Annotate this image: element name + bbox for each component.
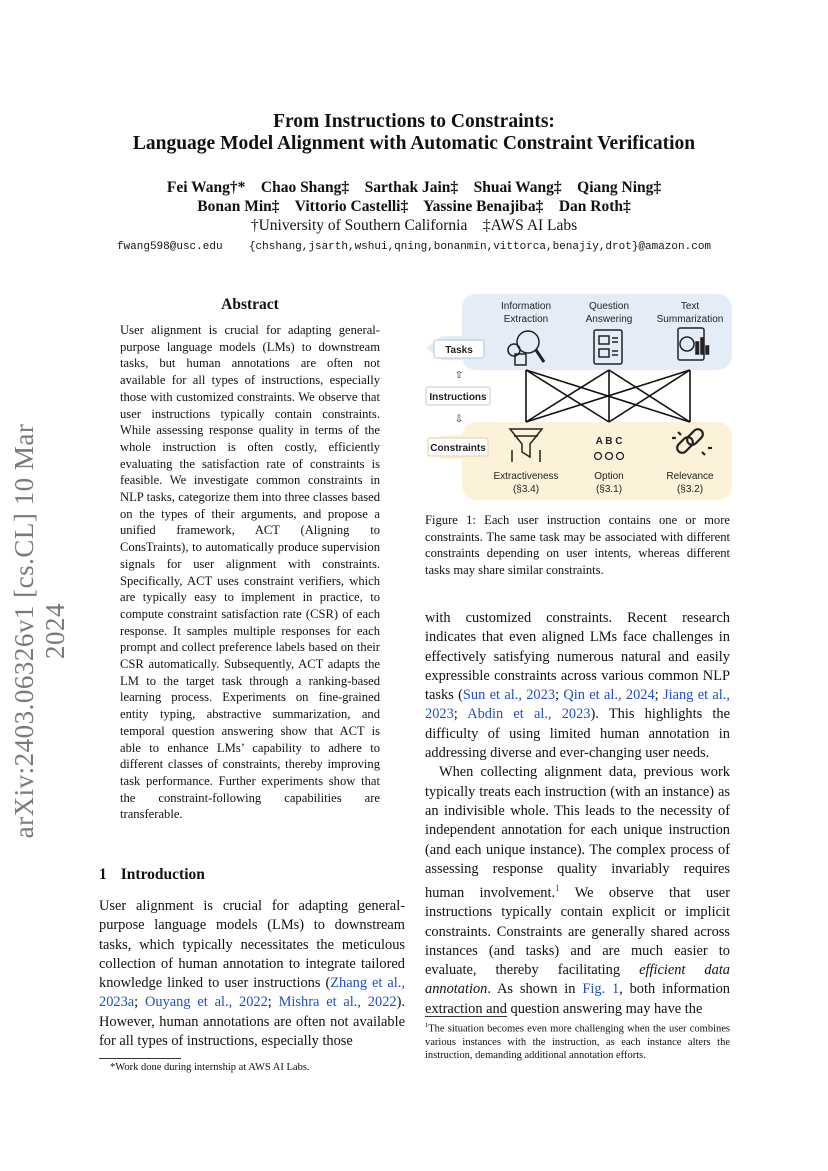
intro-text: ). However, human annotations are often not available for all types of instructions, especially those [99,994,405,1050]
affiliations: †University of Southern California ‡AWS AI Labs [250,217,578,234]
citation-link[interactable]: Abdin et al., 2023 [467,706,591,723]
footnote-1 [425,1019,730,1062]
citation-separator: ; [555,687,564,704]
footnote-rule [99,1058,181,1059]
citation-link[interactable]: Zhang et al., 2023a [99,975,405,1011]
author-list-line2: Bonan Min‡ Vittorio Castelli‡ Yassine Benajiba‡ Dan Roth‡ [197,198,631,215]
author-list-line1: Fei Wang†* Chao Shang‡ Sarthak Jain‡ Shuai Wang‡ Qiang Ning‡ [166,179,662,196]
constraint-label-extractiveness-l1: Extractiveness [493,471,559,482]
section-number: 1 [99,866,107,883]
task-label-text-summarization-l1: Text [680,301,700,312]
paragraph [425,763,730,1019]
figure-1-caption: Figure 1: Each user instruction contains one or more constraints. The same task may be associated with different constraints depending on user intents, whereas different tasks may share similar constraints. [425,513,730,578]
paragraph [425,609,730,763]
constraint-label-option-l2: (§3.1) [595,484,623,495]
body-text: When collecting alignment data, previous work typically treats each instruction (with an instance) as an indivisible whole. This leads to the necessity of independent annotation for each unique instruction (and each unique instance). The complex process of assessing response quality invariably requires human involvement. [425,764,730,901]
constraint-label-relevance-l2: (§3.2) [676,484,704,495]
body-text: with customized constraints. Recent research indicates that even aligned LMs face challenges in effectively satisfying numerous natural and easily expressible constraints across various common NLP tasks ( [425,610,730,704]
figure-reference-link[interactable]: Fig. 1 [582,981,620,998]
arxiv-stamp: arXiv:2403.06326v1 [cs.CL] 10 Mar 2024 [9,423,70,839]
option-glyphs: A B C [595,436,623,447]
right-column-body [425,609,730,1019]
side-label-constraints: Constraints [430,443,486,454]
abstract-heading: Abstract [221,296,279,313]
task-label-information-extraction-l2: Extraction [503,314,549,325]
citation-separator: ; [267,994,279,1011]
task-label-information-extraction-l1: Information [500,301,552,312]
body-text: We observe that user instructions typically contain explicit or implicit constraints. Constraints are generally shared across instances (and tasks) and are much easier to evaluate, thereby facilitating [425,884,730,979]
task-label-question-answering-l2: Answering [585,314,633,325]
citation-separator: ; [654,687,663,704]
body-text: , both information extraction and question answering may have the [425,981,730,1017]
citation-separator: ; [134,994,145,1011]
section-title: Introduction [120,866,205,883]
constraint-label-extractiveness-l2: (§3.4) [512,484,540,495]
footnote-rule [425,1016,507,1017]
arrow-down-icon: ⇩ [454,414,464,425]
citation-link[interactable]: Mishra et al., 2022 [278,994,397,1011]
constraint-label-relevance-l1: Relevance [666,471,714,482]
task-label-text-summarization-l2: Summarization [656,314,724,325]
emphasis-text: efficient data annotation [425,962,731,998]
citation-link[interactable]: Sun et al., 2023 [462,687,556,704]
task-constraint-connections [526,370,690,422]
constraint-label-option-l1: Option [594,471,624,482]
abstract-text: User alignment is crucial for adapting general-purpose language models (LMs) to downstream tasks, but human annotations are often not available for all types of instructions, especially those with customized constraints. We observe that user instructions typically contain constraints. While assessing response quality in terms of the whole instruction is often costly, efficiently evaluating the satisfaction rate of constraints is feasible. We investigate common constraints in NLP tasks, categorize them into three classes based on the types of their arguments, and propose a unified framework, ACT (Aligning to ConsTraints), to automatically produce supervision signals for user alignment with constraints. Specifically, ACT uses constraint verifiers, which are typically easy to implement in practice, to compute constraint satisfaction rate (CSR) of each response. It samples multiple responses for each prompt and collect preference labels based on their CSR automatically. Subsequently, ACT adapts the LM to the target task through a ranking-based learning process. Experiments on fine-grained entity typing, abstractive summarization, and temporal question answering show that ACT is able to enhance LMs’ capability to adhere to different classes of constraints, thereby improving task performance. Further experiments show that the constraint-following capabilities are transferable. [120,323,380,822]
task-label-question-answering-l1: Question [588,301,630,312]
citation-link[interactable]: Ouyang et al., 2022 [145,994,268,1011]
paper-title-line1: From Instructions to Constraints: [273,111,555,132]
intro-text: User alignment is crucial for adapting general-purpose language models (LMs) to downstream tasks, which typically necessitates the meticulous collection of human annotation to integrate tailored knowledge linked to user instructions ( [99,898,405,992]
footnote-number: 1 [425,1022,429,1029]
citation-link[interactable]: Qin et al., 2024 [563,687,655,704]
author-emails: fwang598@usc.edu {chshang,jsarth,wshui,qning,bonanmin,vittorca,benajiy,drot}@amazon.com [116,241,712,253]
arrow-up-icon: ⇧ [454,370,464,381]
section-heading-introduction [99,866,205,884]
paper-title-line2: Language Model Alignment with Automatic Constraint Verification [132,133,696,154]
citation-separator: ; [453,706,468,723]
figure-1 [422,292,732,502]
body-text: . As shown in [487,981,583,998]
intro-paragraph [99,897,405,1051]
citation-link[interactable]: Jiang et al., 2023 [425,687,730,723]
side-label-tasks: Tasks [445,345,473,356]
footnote-marker-link[interactable]: 1 [555,883,560,894]
body-text: ). This highlights the difficulty of using limited human annotation in addressing diverse and ever-changing user needs. [425,706,730,762]
footnote-internship: *Work done during internship at AWS AI Labs. [110,1062,310,1073]
side-label-instructions: Instructions [429,392,487,403]
footnote-text: The situation becomes even more challenging when the user combines various instances with the instruction, as each instance alters the instruction, demanding additional annotation efforts. [425,1023,730,1061]
